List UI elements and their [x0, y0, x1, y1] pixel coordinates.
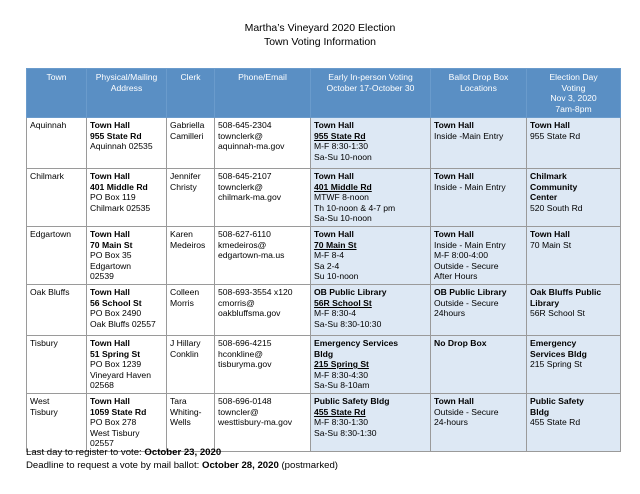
- header-town: [27, 69, 87, 118]
- header-line: Locations: [460, 82, 497, 93]
- cell-line: Oak Bluffs Public: [530, 286, 602, 297]
- cell-line: Sa-Su 8:30-10:30: [314, 318, 382, 329]
- cell-line: townclerk@: [218, 130, 264, 141]
- header-line: Clerk: [180, 72, 201, 82]
- cell-address: [87, 393, 167, 451]
- cell-line: Vineyard Haven: [90, 369, 151, 380]
- cell-election-day: [527, 335, 621, 393]
- cell-election-day: [527, 169, 621, 227]
- cell-line: Inside - Main Entry: [434, 181, 506, 192]
- cell-line: 56R School St: [530, 308, 585, 319]
- cell-line: Chilmark: [30, 171, 64, 181]
- cell-line: M-F 8:00-4:00: [434, 250, 488, 261]
- cell-line: Town Hall: [90, 395, 130, 406]
- cell-line: PO Box 2490: [90, 308, 142, 319]
- cell-line: Town Hall: [90, 120, 130, 130]
- cell-line: No Drop Box: [434, 337, 487, 348]
- register-deadline: [26, 447, 221, 459]
- cell-address: [87, 226, 167, 284]
- cell-line: OB Public Library: [314, 286, 387, 297]
- cell-line: Chilmark 02535: [90, 202, 151, 213]
- mail-ballot-deadline-date: October 28, 2020: [202, 460, 279, 471]
- cell-line: oakbluffsma.gov: [218, 308, 281, 319]
- cell-phone-email: [215, 118, 311, 169]
- cell-address: [87, 284, 167, 335]
- cell-line: Edgartown: [90, 260, 132, 271]
- cell-line: Christy: [170, 181, 197, 192]
- cell-line: M-F 8:30-1:30: [314, 417, 368, 428]
- cell-line: Sa-Su 10-noon: [314, 151, 372, 162]
- cell-line: 508-645-2304: [218, 120, 272, 130]
- cell-line: 401 Middle Rd: [90, 181, 148, 192]
- cell-election-day: [527, 118, 621, 169]
- cell-line: 508-696-4215: [218, 337, 272, 348]
- cell-election-day: [527, 226, 621, 284]
- cell-line: Bldg: [314, 348, 334, 359]
- cell-line: 955 State Rd: [314, 130, 366, 141]
- cell-line: Outside - Secure: [434, 406, 499, 417]
- cell-clerk: [167, 169, 215, 227]
- cell-drop-box: [431, 284, 527, 335]
- header-early-voting: [311, 69, 431, 118]
- cell-town: [27, 226, 87, 284]
- cell-drop-box: [431, 335, 527, 393]
- cell-line: Camilleri: [170, 130, 204, 141]
- cell-line: M-F 8:30-4: [314, 308, 357, 319]
- table-body: [27, 118, 621, 452]
- header-line: Early In-person Voting: [328, 72, 413, 82]
- cell-line: Tisbury: [30, 406, 58, 417]
- header-line: Phone/Email: [238, 72, 287, 82]
- cell-line: Su 10-noon: [314, 271, 359, 282]
- table-row: [27, 118, 621, 169]
- cell-line: PO Box 119: [90, 192, 136, 203]
- header-line: Nov 3, 2020: [550, 93, 597, 103]
- cell-line: Town Hall: [530, 120, 570, 130]
- cell-line: Inside -Main Entry: [434, 130, 504, 141]
- cell-early-voting: [311, 335, 431, 393]
- cell-address: [87, 335, 167, 393]
- mail-ballot-deadline: [26, 460, 338, 472]
- cell-line: Town Hall: [434, 228, 474, 239]
- cell-line: Wells: [170, 417, 191, 428]
- cell-line: Public Safety Bldg: [314, 395, 390, 406]
- cell-line: 70 Main St: [530, 239, 572, 250]
- cell-line: Town Hall: [90, 286, 130, 297]
- cell-early-voting: [311, 393, 431, 451]
- cell-line: Oak Bluffs 02557: [90, 318, 156, 329]
- cell-line: Medeiros: [170, 239, 206, 250]
- cell-line: 455 State Rd: [314, 406, 366, 417]
- header-line: Physical/Mailing: [95, 72, 158, 82]
- cell-line: Emergency: [530, 337, 577, 348]
- header-drop-box: [431, 69, 527, 118]
- cell-line: Karen: [170, 228, 193, 239]
- cell-clerk: [167, 284, 215, 335]
- cell-line: townclerk@: [218, 181, 264, 192]
- cell-line: cmorris@: [218, 297, 255, 308]
- table-row: [27, 226, 621, 284]
- cell-drop-box: [431, 118, 527, 169]
- cell-line: Tisbury: [30, 337, 58, 348]
- cell-line: Whiting-: [170, 406, 202, 417]
- header-line: Voting: [561, 82, 586, 93]
- table-row: [27, 335, 621, 393]
- header-phone: [215, 69, 311, 118]
- cell-line: 56 School St: [90, 297, 142, 308]
- document-title: Martha’s Vineyard 2020 Election: [244, 22, 396, 34]
- cell-election-day: [527, 393, 621, 451]
- cell-line: Town Hall: [434, 120, 474, 130]
- cell-line: Morris: [170, 297, 194, 308]
- cell-line: Oak Bluffs: [30, 286, 70, 297]
- cell-line: MTWF 8-noon: [314, 192, 369, 203]
- cell-address: [87, 118, 167, 169]
- cell-early-voting: [311, 226, 431, 284]
- table-row: [27, 284, 621, 335]
- cell-line: West: [30, 395, 50, 406]
- cell-clerk: [167, 393, 215, 451]
- register-deadline-label: Last day to register to vote:: [26, 447, 145, 458]
- cell-line: 455 State Rd: [530, 417, 581, 428]
- cell-line: 508-693-3554 x120: [218, 286, 293, 297]
- cell-line: Town Hall: [314, 228, 354, 239]
- cell-line: 955 State Rd: [530, 130, 581, 141]
- cell-line: 955 State Rd: [90, 130, 142, 141]
- voting-info-table: [26, 68, 621, 452]
- cell-line: West Tisbury: [90, 427, 140, 438]
- cell-line: M-F 8:30-1:30: [314, 141, 368, 152]
- cell-town: [27, 284, 87, 335]
- cell-line: aquinnah-ma.gov: [218, 141, 285, 152]
- header-line: Election Day: [549, 72, 598, 82]
- cell-phone-email: [215, 335, 311, 393]
- cell-line: 215 Spring St: [530, 359, 583, 370]
- cell-line: Th 10-noon & 4-7 pm: [314, 202, 396, 213]
- cell-line: Tara: [170, 395, 187, 406]
- cell-line: After Hours: [434, 271, 478, 282]
- cell-clerk: [167, 118, 215, 169]
- header-election-day: [527, 69, 621, 118]
- header-line: Ballot Drop Box: [448, 72, 509, 82]
- cell-phone-email: [215, 393, 311, 451]
- cell-drop-box: [431, 169, 527, 227]
- cell-town: [27, 118, 87, 169]
- cell-line: Services Bldg: [530, 348, 587, 359]
- cell-line: Outside - Secure: [434, 260, 499, 271]
- cell-clerk: [167, 226, 215, 284]
- cell-line: Outside - Secure: [434, 297, 499, 308]
- mail-ballot-deadline-label: Deadline to request a vote by mail ballot:: [26, 460, 202, 471]
- cell-line: Community: [530, 181, 578, 192]
- cell-line: 51 Spring St: [90, 348, 141, 359]
- cell-line: kmedeiros@: [218, 239, 267, 250]
- cell-line: Town Hall: [90, 337, 130, 348]
- cell-town: [27, 335, 87, 393]
- cell-line: J Hillary: [170, 337, 201, 348]
- cell-address: [87, 169, 167, 227]
- cell-line: Sa-Su 8-10am: [314, 380, 370, 391]
- cell-line: OB Public Library: [434, 286, 507, 297]
- cell-town: [27, 169, 87, 227]
- cell-line: 70 Main St: [314, 239, 357, 250]
- cell-line: towncler@: [218, 406, 259, 417]
- cell-line: edgartown-ma.us: [218, 250, 285, 261]
- cell-line: 56R School St: [314, 297, 372, 308]
- cell-drop-box: [431, 393, 527, 451]
- cell-early-voting: [311, 169, 431, 227]
- table-row: [27, 393, 621, 451]
- mail-ballot-deadline-note: (postmarked): [278, 460, 338, 471]
- cell-line: tisburyma.gov: [218, 359, 272, 370]
- cell-line: Library: [530, 297, 560, 308]
- cell-line: M-F 8-4: [314, 250, 345, 261]
- cell-phone-email: [215, 284, 311, 335]
- cell-clerk: [167, 335, 215, 393]
- cell-line: Conklin: [170, 348, 199, 359]
- cell-line: 02568: [90, 380, 114, 391]
- header-line: Town: [46, 72, 67, 82]
- cell-line: chilmark-ma.gov: [218, 192, 282, 203]
- cell-early-voting: [311, 284, 431, 335]
- cell-line: 401 Middle Rd: [314, 181, 372, 192]
- cell-line: Center: [530, 192, 558, 203]
- document-subtitle: Town Voting Information: [263, 36, 377, 48]
- cell-line: Town Hall: [90, 228, 130, 239]
- cell-line: Gabriella: [170, 120, 205, 130]
- cell-line: Town Hall: [434, 395, 474, 406]
- cell-election-day: [527, 284, 621, 335]
- cell-line: Public Safety: [530, 395, 584, 406]
- table-header-row: [27, 69, 621, 118]
- register-deadline-date: October 23, 2020: [144, 447, 222, 458]
- cell-drop-box: [431, 226, 527, 284]
- cell-line: Sa 2-4: [314, 260, 340, 271]
- cell-line: Town Hall: [530, 228, 570, 239]
- cell-line: Sa-Su 10-noon: [314, 213, 372, 224]
- cell-line: PO Box 35: [90, 250, 132, 261]
- cell-line: Town Hall: [434, 171, 474, 181]
- header-line: 7am-8pm: [555, 103, 592, 114]
- cell-line: Bldg: [530, 406, 550, 417]
- cell-line: 520 South Rd: [530, 202, 583, 213]
- cell-line: PO Box 278: [90, 417, 137, 428]
- cell-line: 70 Main St: [90, 239, 133, 250]
- cell-early-voting: [311, 118, 431, 169]
- table-row: [27, 169, 621, 227]
- header-line: October 17-October 30: [326, 82, 415, 93]
- cell-line: 508-645-2107: [218, 171, 272, 181]
- cell-line: 24-hours: [434, 417, 468, 428]
- cell-line: 508-696-0148: [218, 395, 272, 406]
- cell-line: Sa-Su 8:30-1:30: [314, 427, 377, 438]
- header-clerk: [167, 69, 215, 118]
- cell-line: Colleen: [170, 286, 200, 297]
- cell-line: 02557: [90, 438, 114, 449]
- cell-line: Town Hall: [314, 171, 354, 181]
- cell-phone-email: [215, 169, 311, 227]
- cell-line: 508-627-6110: [218, 228, 271, 239]
- cell-line: Town Hall: [314, 120, 354, 130]
- cell-line: PO Box 1239: [90, 359, 142, 370]
- cell-line: Edgartown: [30, 228, 72, 239]
- header-line: Address: [110, 82, 143, 93]
- cell-line: westtisbury-ma.gov: [218, 417, 293, 428]
- cell-line: M-F 8:30-4:30: [314, 369, 368, 380]
- cell-line: Chilmark: [530, 171, 567, 181]
- cell-line: 215 Spring St: [314, 359, 369, 370]
- header-address: [87, 69, 167, 118]
- cell-line: 02539: [90, 271, 114, 282]
- cell-line: Aquinnah: [30, 120, 67, 130]
- cell-line: Inside - Main Entry: [434, 239, 506, 250]
- cell-line: 24hours: [434, 308, 466, 319]
- cell-line: Town Hall: [90, 171, 130, 181]
- cell-line: hconkline@: [218, 348, 264, 359]
- cell-line: Emergency Services: [314, 337, 399, 348]
- cell-line: Aquinnah 02535: [90, 141, 153, 152]
- cell-town: [27, 393, 87, 451]
- cell-line: 1059 State Rd: [90, 406, 147, 417]
- cell-phone-email: [215, 226, 311, 284]
- cell-line: Jennifer: [170, 171, 201, 181]
